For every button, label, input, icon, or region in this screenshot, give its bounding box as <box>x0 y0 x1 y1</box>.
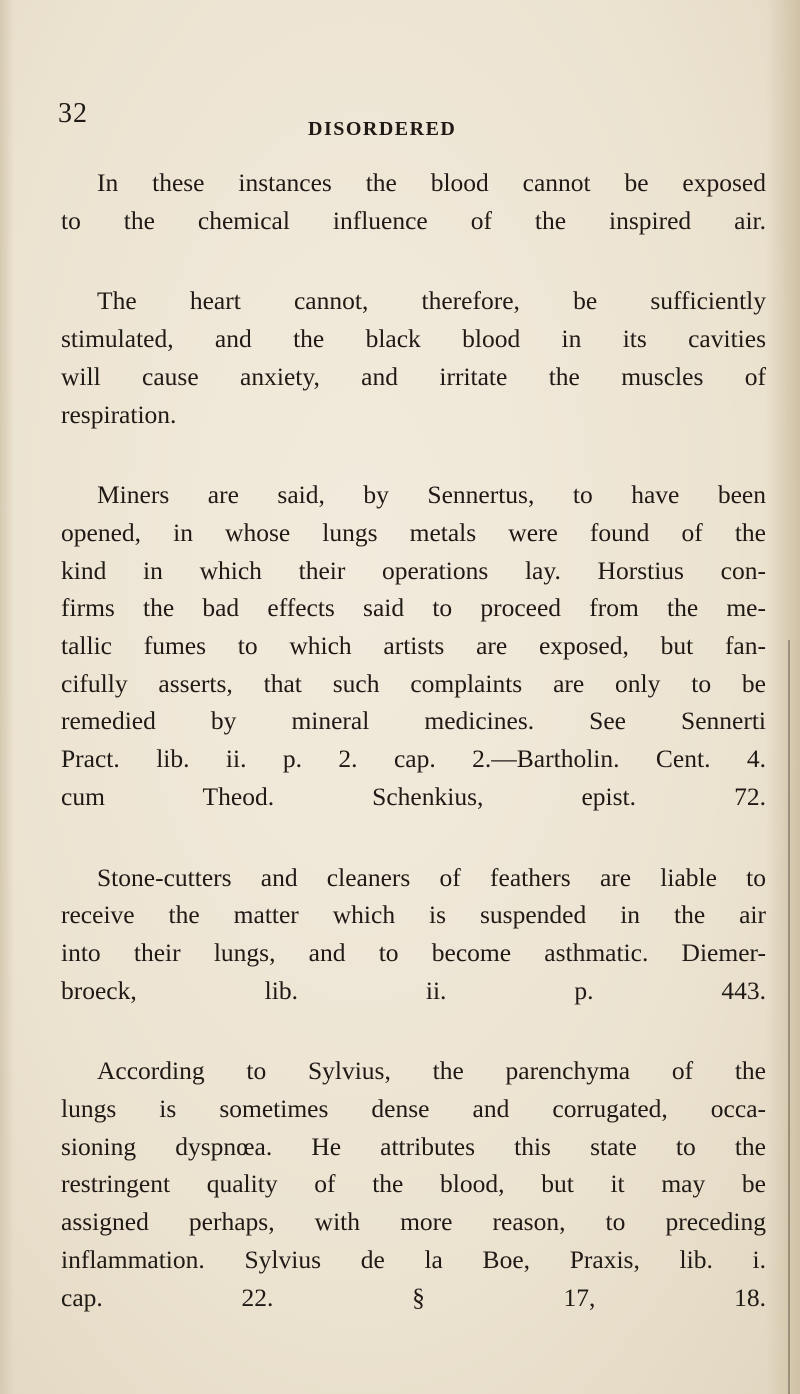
paragraph-1 <box>61 164 766 239</box>
text-line: cap. 22. § 17, 18. <box>61 1282 766 1312</box>
paragraph-4 <box>61 859 766 1010</box>
text-line: into their lungs, and to become asthmatic. Diemer- <box>61 937 766 967</box>
text-line: Miners are said, by Sennertus, to have been <box>97 480 766 510</box>
text-line: kind in which their operations lay. Horstius con- <box>61 555 766 585</box>
text-line: will cause anxiety, and irritate the muscles of <box>61 361 766 391</box>
text-line: lungs is sometimes dense and corrugated, occa- <box>61 1094 766 1124</box>
text-line: respiration. <box>61 399 177 429</box>
page-edge-line <box>788 640 790 1394</box>
text-line: inflammation. Sylvius de la Boe, Praxis, lib. i. <box>61 1244 766 1274</box>
text-line: Stone-cutters and cleaners of feathers are liable to <box>97 862 766 892</box>
page-left-edge-shadow <box>0 0 14 1394</box>
text-line: sioning dyspnœa. He attributes this state to the <box>61 1131 766 1161</box>
page-right-edge-shadow <box>766 0 800 1394</box>
text-line: firms the bad effects said to proceed from the me- <box>61 593 766 623</box>
text-line: broeck, lib. ii. p. 443. <box>61 975 766 1005</box>
text-line: According to Sylvius, the parenchyma of the <box>97 1056 766 1086</box>
page-number: 32 <box>58 98 88 129</box>
paragraph-5 <box>61 1052 766 1316</box>
text-line: The heart cannot, therefore, be sufficiently <box>97 286 766 316</box>
text-line: restringent quality of the blood, but it may be <box>61 1169 766 1199</box>
running-head: DISORDERED <box>308 118 457 140</box>
text-line: opened, in whose lungs metals were found of the <box>61 517 766 547</box>
text-line: receive the matter which is suspended in the air <box>61 900 766 930</box>
text-line: stimulated, and the black blood in its cavities <box>61 324 766 354</box>
text-line: to the chemical influence of the inspired air. <box>61 205 766 235</box>
text-line: In these instances the blood cannot be exposed <box>97 168 766 197</box>
body-text <box>61 164 766 1316</box>
text-line: cifully asserts, that such complaints are only to be <box>61 668 766 698</box>
text-line: Pract. lib. ii. p. 2. cap. 2.—Bartholin. Cent. 4. <box>61 744 766 774</box>
text-line: assigned perhaps, with more reason, to preceding <box>61 1207 766 1237</box>
paragraph-2 <box>61 282 766 433</box>
text-line: tallic fumes to which artists are exposed, but fan- <box>61 631 766 661</box>
text-line: remedied by mineral medicines. See Sennerti <box>61 706 766 736</box>
paragraph-3 <box>61 476 766 815</box>
text-line: cum Theod. Schenkius, epist. 72. <box>61 781 766 811</box>
